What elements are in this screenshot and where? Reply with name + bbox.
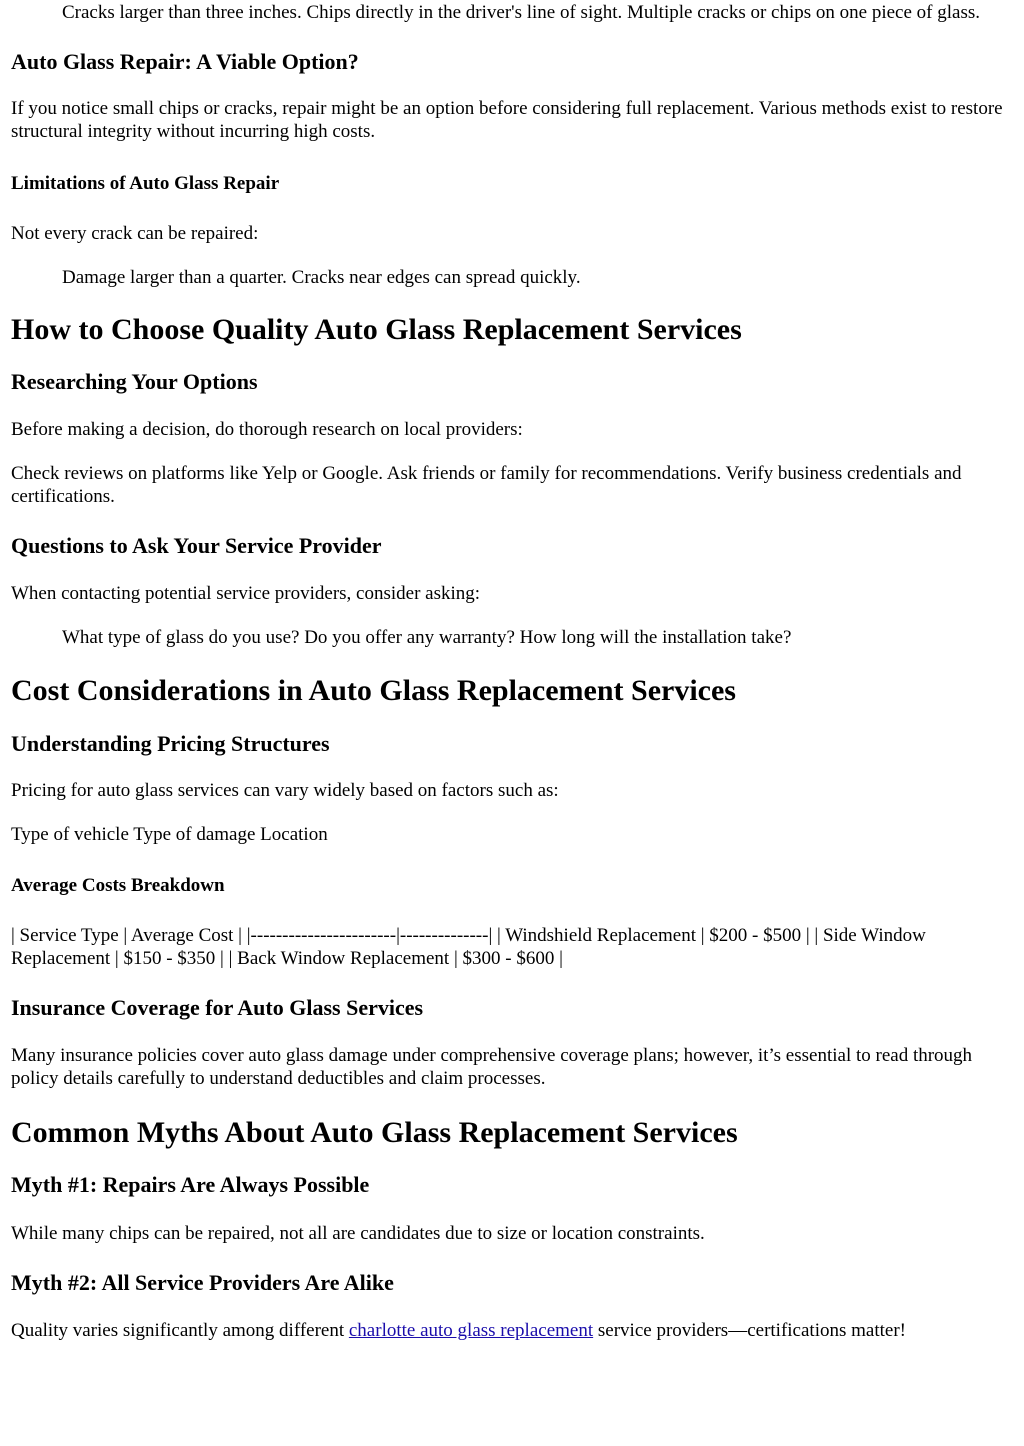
repair-heading: Auto Glass Repair: A Viable Option? bbox=[11, 49, 359, 74]
average-costs-heading: Average Costs Breakdown bbox=[11, 875, 225, 896]
insurance-heading: Insurance Coverage for Auto Glass Services bbox=[11, 995, 424, 1020]
insurance-paragraph: Many insurance policies cover auto glass damage under comprehensive coverage plans; however, it’s essential to read through policy details carefully to understand deductibles and claim processes. bbox=[11, 1045, 973, 1089]
research-intro: Before making a decision, do thorough research on local providers: bbox=[11, 419, 523, 440]
myth-2-paragraph bbox=[11, 1319, 1011, 1342]
damage-criteria-list: Cracks larger than three inches. Chips directly in the driver's line of sight. Multiple cracks or chips on one piece of glass. bbox=[62, 2, 980, 23]
research-list: Check reviews on platforms like Yelp or Google. Ask friends or family for recommendations. Verify business credentials and certifications. bbox=[11, 463, 962, 507]
limitations-intro: Not every crack can be repaired: bbox=[11, 223, 259, 244]
charlotte-auto-glass-link[interactable]: charlotte auto glass replacement bbox=[348, 1320, 594, 1341]
myth-2-heading: Myth #2: All Service Providers Are Alike bbox=[11, 1270, 394, 1295]
myth-1-heading: Myth #1: Repairs Are Always Possible bbox=[11, 1172, 370, 1197]
pricing-factors-list: Type of vehicle Type of damage Location bbox=[11, 824, 328, 845]
article-body bbox=[11, 0, 1011, 1342]
common-myths-heading: Common Myths About Auto Glass Replacement Services bbox=[11, 1116, 738, 1149]
choose-services-heading: How to Choose Quality Auto Glass Replacement Services bbox=[11, 313, 742, 346]
myth-1-paragraph: While many chips can be repaired, not all are candidates due to size or location constraints. bbox=[11, 1223, 705, 1244]
limitations-heading: Limitations of Auto Glass Repair bbox=[11, 173, 280, 194]
cost-considerations-heading: Cost Considerations in Auto Glass Replacement Services bbox=[11, 674, 736, 707]
questions-intro: When contacting potential service providers, consider asking: bbox=[11, 583, 481, 604]
limitations-list: Damage larger than a quarter. Cracks near edges can spread quickly. bbox=[62, 267, 581, 288]
average-costs-table-text: | Service Type | Average Cost | |-----------------------|--------------| | Windshield Replacement | $200 - $500 | | Side Window Replacement | $150 - $350 | | Back Window Replacement | $300 - $600 | bbox=[11, 925, 926, 969]
repair-paragraph: If you notice small chips or cracks, repair might be an option before considering full replacement. Various methods exist to restore structural integrity without incurring high costs. bbox=[11, 98, 1003, 142]
myth-2-text-before: Quality varies significantly among different bbox=[11, 1320, 349, 1341]
research-heading: Researching Your Options bbox=[11, 369, 258, 394]
pricing-heading: Understanding Pricing Structures bbox=[11, 731, 330, 756]
myth-2-text-after: service providers—certifications matter! bbox=[593, 1320, 906, 1341]
pricing-intro: Pricing for auto glass services can vary widely based on factors such as: bbox=[11, 780, 559, 801]
questions-heading: Questions to Ask Your Service Provider bbox=[11, 533, 382, 558]
questions-list: What type of glass do you use? Do you offer any warranty? How long will the installation take? bbox=[62, 627, 792, 648]
